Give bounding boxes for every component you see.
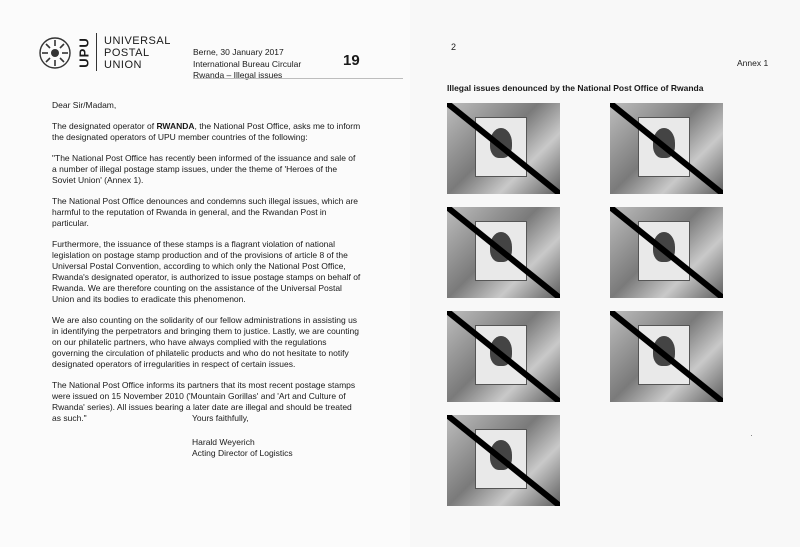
org-line-2: POSTAL (104, 47, 150, 59)
scan-speck: · (750, 430, 753, 440)
org-name (104, 35, 171, 71)
annex-page (410, 0, 800, 547)
stamp-sheet-3 (447, 207, 560, 298)
upu-emblem-icon (38, 36, 72, 70)
circular-number: 19 (343, 52, 360, 69)
stamp-sheet-2 (610, 103, 723, 194)
closing: Yours faithfully, (192, 413, 249, 423)
paragraph-3: The National Post Office denounces and condemns such illegal issues, which are harmful to the reputation of Rwanda in general, and the Rwandan Post in particular. (52, 196, 359, 228)
circular-type: International Bureau Circular (193, 58, 302, 69)
circular-header (193, 47, 301, 82)
stamp-sheet-4 (610, 207, 723, 298)
signer-title: Acting Director of Logistics (192, 448, 293, 458)
page-number: 2 (451, 42, 457, 52)
signer-name: Harald Weyerich (192, 436, 255, 447)
upu-acronym: UPU (78, 33, 97, 71)
place-date: Berne, 30 January 2017 (193, 47, 284, 57)
stamp-sheet-6 (610, 311, 723, 402)
letter-body (52, 100, 362, 434)
paragraph-4: Furthermore, the issuance of these stamps is a flagrant violation of national legislation on postage stamp production and of the provisions of article 8 of the Universal Postal Convention, according to which only the National Post Office, Rwanda's designated operator, is authorized to issue postage stamps on behalf of Rwanda. We are therefore counting on the assistance of the Universal Postal Union and its bodies to eradicate this phenomenon. (52, 239, 361, 304)
annex-title: Illegal issues denounced by the National Post Office of Rwanda (447, 83, 704, 93)
paragraph-1: The designated operator of RWANDA, the National Post Office, asks me to inform the designated operators of UPU member countries of the following: (52, 121, 361, 142)
salutation: Dear Sir/Madam, (52, 100, 117, 110)
annex-label: Annex 1 (737, 58, 769, 68)
org-line-3: UNION (104, 59, 142, 71)
paragraph-5: We are also counting on the solidarity of our fellow administrations in assisting us in identifying the perpetrators and bringing them to justice. Lastly, we are counting on our philatelic partners, who have always complied with the regulations governing the circulation of philatelic products and who do not hesitate to notify designated operators of irregularities in respect of certain issues. (52, 315, 359, 369)
header-divider (193, 78, 403, 79)
stamp-sheet-1 (447, 103, 560, 194)
org-line-1: UNIVERSAL (104, 35, 171, 47)
stamp-sheet-7 (447, 415, 560, 506)
signature-block (192, 413, 293, 460)
paragraph-2: "The National Post Office has recently been informed of the issuance and sale of a number of illegal postage stamp issues, under the theme of 'Heroes of the Soviet Union' (Annex 1). (52, 153, 356, 185)
stamp-sheet-5 (447, 311, 560, 402)
circular-subject: Rwanda – Illegal issues (193, 70, 283, 80)
paragraph-6: The National Post Office informs its partners that its most recent postage stamps were issued on 15 November 2010 ('Mountain Gorillas' and 'Art and Culture of Rwanda' series). All issues bearing a later date are illegal and should be treated as such." (52, 380, 356, 423)
